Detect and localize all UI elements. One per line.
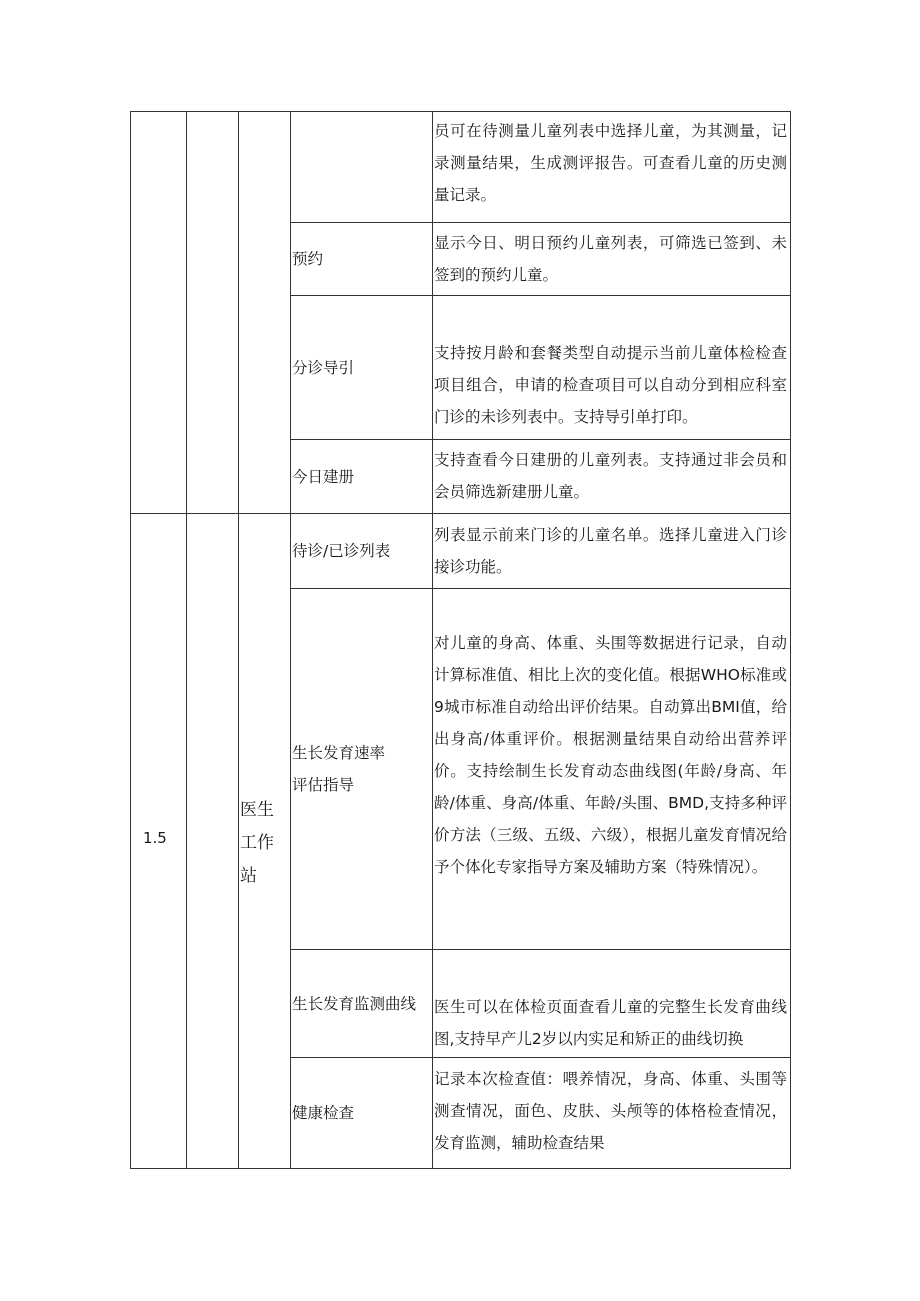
table-border-bottom bbox=[130, 1168, 791, 1169]
feature-cell: 分诊导引 bbox=[292, 358, 355, 377]
feature-cell: 预约 bbox=[292, 250, 324, 268]
description-cell: 员可在待测量儿童列表中选择儿童，为其测量，记录测量结果，生成测评报告。可查看儿童的历史测量记录。 bbox=[434, 122, 787, 204]
feature-text bbox=[292, 737, 385, 801]
column-divider bbox=[186, 111, 187, 1169]
row-number: 1.5 bbox=[143, 829, 167, 847]
table-border-top bbox=[130, 111, 791, 112]
feature-line: 生长发育速率 bbox=[292, 744, 386, 762]
description-cell: 显示今日、明日预约儿童列表，可筛选已签到、未签到的预约儿童。 bbox=[434, 234, 787, 284]
feature-cell: 生长发育监测曲线 bbox=[292, 994, 417, 1013]
row-divider bbox=[130, 513, 238, 514]
description-cell: 列表显示前来门诊的儿童名单。选择儿童进入门诊接诊功能。 bbox=[434, 526, 787, 576]
feature-cell bbox=[290, 589, 432, 949]
description-cell: 医生可以在体检页面查看儿童的完整生长发育曲线图,支持早产儿2岁以内实足和矫正的曲线切换 bbox=[434, 998, 787, 1048]
description-cell: 支持查看今日建册的儿童列表。支持通过非会员和会员筛选新建册儿童。 bbox=[434, 451, 787, 501]
description-cell: 对儿童的身高、体重、头围等数据进行记录，自动计算标准值、相比上次的变化值。根据WHO标准或9城市标准自动给出评价结果。自动算出BMI值，给出身高/体重评价。根据测量结果自动给出营养评价。支持绘制生长发育动态曲线图(年龄/身高、年龄/体重、身高/体重、年龄/头围、BMD,支持多种评价方法（三级、五级、六级），根据儿童发育情况给予个体化专家指导方案及辅助方案（特殊情况）。 bbox=[434, 634, 787, 876]
column-divider bbox=[238, 111, 239, 1169]
feature-cell: 今日建册 bbox=[292, 467, 355, 486]
table-border-left bbox=[130, 111, 131, 1169]
table-border-right bbox=[790, 111, 791, 1169]
section-label-line: 站 bbox=[240, 866, 257, 886]
section-label-line: 医生 bbox=[240, 800, 274, 820]
feature-cell: 待诊/已诊列表 bbox=[292, 542, 391, 560]
section-label-line: 工作 bbox=[240, 833, 274, 853]
feature-cell: 健康检查 bbox=[292, 1104, 355, 1122]
feature-line: 评估指导 bbox=[292, 776, 355, 794]
description-cell: 支持按月龄和套餐类型自动提示当前儿童体检检查项目组合，申请的检查项目可以自动分到相应科室门诊的未诊列表中。支持导引单打印。 bbox=[434, 344, 787, 426]
description-cell: 记录本次检查值：喂养情况，身高、体重、头围等测查情况，面色、皮肤、头颅等的体格检查情况，发育监测，辅助检查结果 bbox=[434, 1070, 787, 1152]
section-label bbox=[240, 794, 286, 893]
